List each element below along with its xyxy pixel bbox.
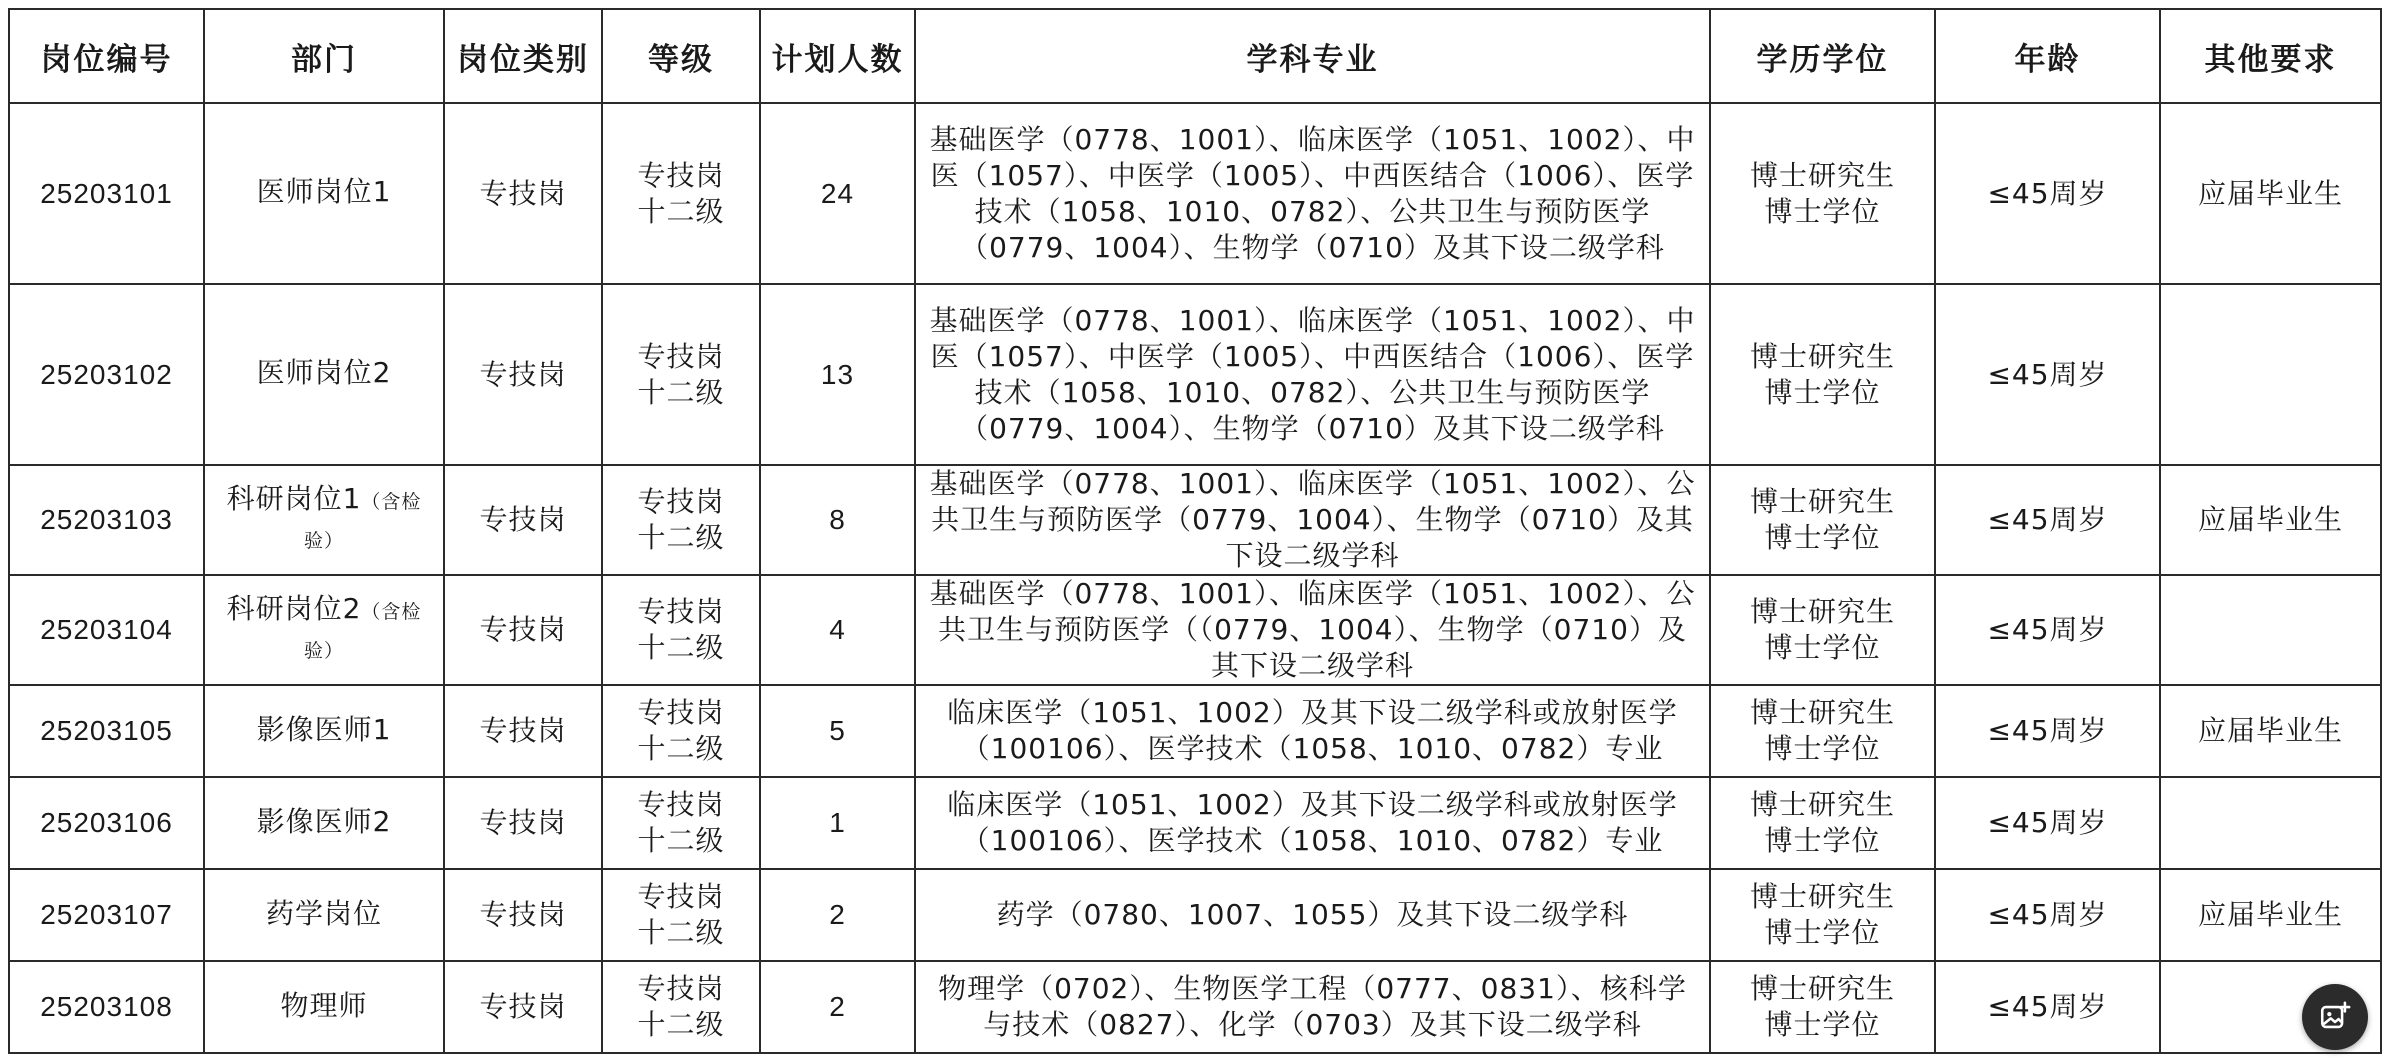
dept-name: 医师岗位1 xyxy=(256,175,392,208)
dept-name: 影像医师1 xyxy=(256,712,392,746)
cell-degree xyxy=(1710,777,1935,869)
grade-line-1: 专技岗 xyxy=(637,158,725,192)
image-edit-button[interactable] xyxy=(2302,984,2368,1050)
cell-category: 专技岗 xyxy=(444,284,602,465)
cell-major: 临床医学（1051、1002）及其下设二级学科或放射医学（100106）、医学技术（1058、1010、0782）专业 xyxy=(915,685,1710,777)
cell-count: 4 xyxy=(760,575,915,685)
dept-name: 物理师 xyxy=(280,988,368,1022)
cell-count: 5 xyxy=(760,685,915,777)
degree-line-2: 博士学位 xyxy=(1764,916,1881,949)
cell-category: 专技岗 xyxy=(444,961,602,1053)
cell-major: 基础医学（0778、1001）、临床医学（1051、1002）、中医（1057）、中医学（1005）、中西医结合（1006）、医学技术（1058、1010、0782）、公共卫生与预防医学（0779、1004）、生物学（0710）及其下设二级学科 xyxy=(915,284,1710,465)
cell-code: 25203101 xyxy=(9,103,204,284)
cell-grade xyxy=(602,685,760,777)
cell-grade xyxy=(602,103,760,284)
image-edit-icon xyxy=(2318,1000,2352,1034)
cell-age: ≤45周岁 xyxy=(1935,284,2160,465)
degree-line-1: 博士研究生 xyxy=(1749,595,1895,628)
cell-age: ≤45周岁 xyxy=(1935,103,2160,284)
cell-major: 物理学（0702）、生物医学工程（0777、0831）、核科学与技术（0827）、化学（0703）及其下设二级学科 xyxy=(915,961,1710,1053)
grade-line-1: 专技岗 xyxy=(637,696,725,729)
cell-dept xyxy=(204,685,444,777)
degree-line-2: 博士学位 xyxy=(1764,1008,1881,1041)
degree-line-1: 博士研究生 xyxy=(1749,972,1895,1005)
cell-other xyxy=(2160,777,2381,869)
grade-line-2: 十二级 xyxy=(637,631,725,664)
degree-line-1: 博士研究生 xyxy=(1749,880,1895,913)
cell-grade xyxy=(602,575,760,685)
grade-line-2: 十二级 xyxy=(637,1008,725,1041)
table-row xyxy=(9,685,2381,777)
cell-age: ≤45周岁 xyxy=(1935,777,2160,869)
grade-line-1: 专技岗 xyxy=(637,880,725,913)
cell-other: 应届毕业生 xyxy=(2160,465,2381,575)
cell-age: ≤45周岁 xyxy=(1935,575,2160,685)
cell-dept xyxy=(204,777,444,869)
cell-age: ≤45周岁 xyxy=(1935,961,2160,1053)
degree-line-1: 博士研究生 xyxy=(1749,485,1895,518)
cell-degree xyxy=(1710,961,1935,1053)
grade-line-1: 专技岗 xyxy=(637,339,725,373)
header-category: 岗位类别 xyxy=(444,9,602,103)
cell-category: 专技岗 xyxy=(444,575,602,685)
cell-age: ≤45周岁 xyxy=(1935,465,2160,575)
cell-degree xyxy=(1710,465,1935,575)
degree-line-1: 博士研究生 xyxy=(1749,339,1895,373)
cell-major: 临床医学（1051、1002）及其下设二级学科或放射医学（100106）、医学技术（1058、1010、0782）专业 xyxy=(915,777,1710,869)
cell-code: 25203108 xyxy=(9,961,204,1053)
cell-category: 专技岗 xyxy=(444,869,602,961)
dept-name: 科研岗位1 xyxy=(226,482,362,515)
table-row xyxy=(9,465,2381,575)
dept-note: （含检验） xyxy=(303,491,422,552)
cell-other: 应届毕业生 xyxy=(2160,103,2381,284)
cell-category: 专技岗 xyxy=(444,103,602,284)
cell-category: 专技岗 xyxy=(444,465,602,575)
cell-degree xyxy=(1710,103,1935,284)
table-row xyxy=(9,777,2381,869)
cell-other xyxy=(2160,575,2381,685)
cell-grade xyxy=(602,777,760,869)
table-header-row xyxy=(9,9,2381,103)
table-row xyxy=(9,869,2381,961)
header-dept: 部门 xyxy=(204,9,444,103)
table-row xyxy=(9,961,2381,1053)
cell-count: 13 xyxy=(760,284,915,465)
table-row xyxy=(9,575,2381,685)
cell-dept xyxy=(204,284,444,465)
cell-code: 25203106 xyxy=(9,777,204,869)
degree-line-2: 博士学位 xyxy=(1764,824,1881,857)
cell-code: 25203107 xyxy=(9,869,204,961)
cell-dept xyxy=(204,575,444,685)
cell-dept xyxy=(204,465,444,575)
cell-count: 8 xyxy=(760,465,915,575)
cell-major: 基础医学（0778、1001）、临床医学（1051、1002）、中医（1057）、中医学（1005）、中西医结合（1006）、医学技术（1058、1010、0782）、公共卫生与预防医学（0779、1004）、生物学（0710）及其下设二级学科 xyxy=(915,103,1710,284)
grade-line-2: 十二级 xyxy=(637,824,725,857)
degree-line-2: 博士学位 xyxy=(1764,194,1881,228)
header-major: 学科专业 xyxy=(915,9,1710,103)
cell-category: 专技岗 xyxy=(444,777,602,869)
cell-grade xyxy=(602,465,760,575)
header-age: 年龄 xyxy=(1935,9,2160,103)
grade-line-1: 专技岗 xyxy=(637,972,725,1005)
cell-category: 专技岗 xyxy=(444,685,602,777)
cell-dept xyxy=(204,869,444,961)
degree-line-1: 博士研究生 xyxy=(1749,158,1895,192)
dept-note: （含检验） xyxy=(303,601,422,662)
cell-degree xyxy=(1710,284,1935,465)
grade-line-2: 十二级 xyxy=(637,916,725,949)
cell-degree xyxy=(1710,685,1935,777)
cell-grade xyxy=(602,284,760,465)
grade-line-2: 十二级 xyxy=(637,732,725,765)
degree-line-1: 博士研究生 xyxy=(1749,696,1895,729)
cell-major: 药学（0780、1007、1055）及其下设二级学科 xyxy=(915,869,1710,961)
grade-line-2: 十二级 xyxy=(637,521,725,554)
cell-degree xyxy=(1710,575,1935,685)
cell-code: 25203105 xyxy=(9,685,204,777)
recruitment-table-sheet xyxy=(8,8,2380,1054)
cell-other xyxy=(2160,284,2381,465)
dept-name: 科研岗位2 xyxy=(226,592,362,625)
cell-grade xyxy=(602,869,760,961)
grade-line-2: 十二级 xyxy=(637,375,725,409)
grade-line-1: 专技岗 xyxy=(637,595,725,628)
cell-major: 基础医学（0778、1001）、临床医学（1051、1002）、公共卫生与预防医学（（0779、1004）、生物学（0710）及其下设二级学科 xyxy=(915,575,1710,685)
cell-code: 25203104 xyxy=(9,575,204,685)
cell-code: 25203102 xyxy=(9,284,204,465)
table-row xyxy=(9,103,2381,284)
cell-count: 1 xyxy=(760,777,915,869)
cell-other: 应届毕业生 xyxy=(2160,869,2381,961)
cell-age: ≤45周岁 xyxy=(1935,685,2160,777)
cell-dept xyxy=(204,961,444,1053)
cell-dept xyxy=(204,103,444,284)
header-degree: 学历学位 xyxy=(1710,9,1935,103)
degree-line-2: 博士学位 xyxy=(1764,521,1881,554)
degree-line-2: 博士学位 xyxy=(1764,375,1881,409)
dept-name: 医师岗位2 xyxy=(256,356,392,389)
cell-code: 25203103 xyxy=(9,465,204,575)
degree-line-1: 博士研究生 xyxy=(1749,788,1895,821)
cell-count: 2 xyxy=(760,961,915,1053)
dept-name: 影像医师2 xyxy=(256,804,392,838)
cell-degree xyxy=(1710,869,1935,961)
header-count: 计划人数 xyxy=(760,9,915,103)
cell-count: 24 xyxy=(760,103,915,284)
job-positions-table xyxy=(8,8,2382,1054)
header-grade: 等级 xyxy=(602,9,760,103)
header-other: 其他要求 xyxy=(2160,9,2381,103)
table-row xyxy=(9,284,2381,465)
grade-line-1: 专技岗 xyxy=(637,788,725,821)
degree-line-2: 博士学位 xyxy=(1764,732,1881,765)
cell-age: ≤45周岁 xyxy=(1935,869,2160,961)
degree-line-2: 博士学位 xyxy=(1764,631,1881,664)
grade-line-2: 十二级 xyxy=(637,194,725,228)
cell-major: 基础医学（0778、1001）、临床医学（1051、1002）、公共卫生与预防医学（0779、1004）、生物学（0710）及其下设二级学科 xyxy=(915,465,1710,575)
cell-other: 应届毕业生 xyxy=(2160,685,2381,777)
cell-grade xyxy=(602,961,760,1053)
cell-count: 2 xyxy=(760,869,915,961)
dept-name: 药学岗位 xyxy=(265,896,382,930)
header-code: 岗位编号 xyxy=(9,9,204,103)
grade-line-1: 专技岗 xyxy=(637,485,725,518)
